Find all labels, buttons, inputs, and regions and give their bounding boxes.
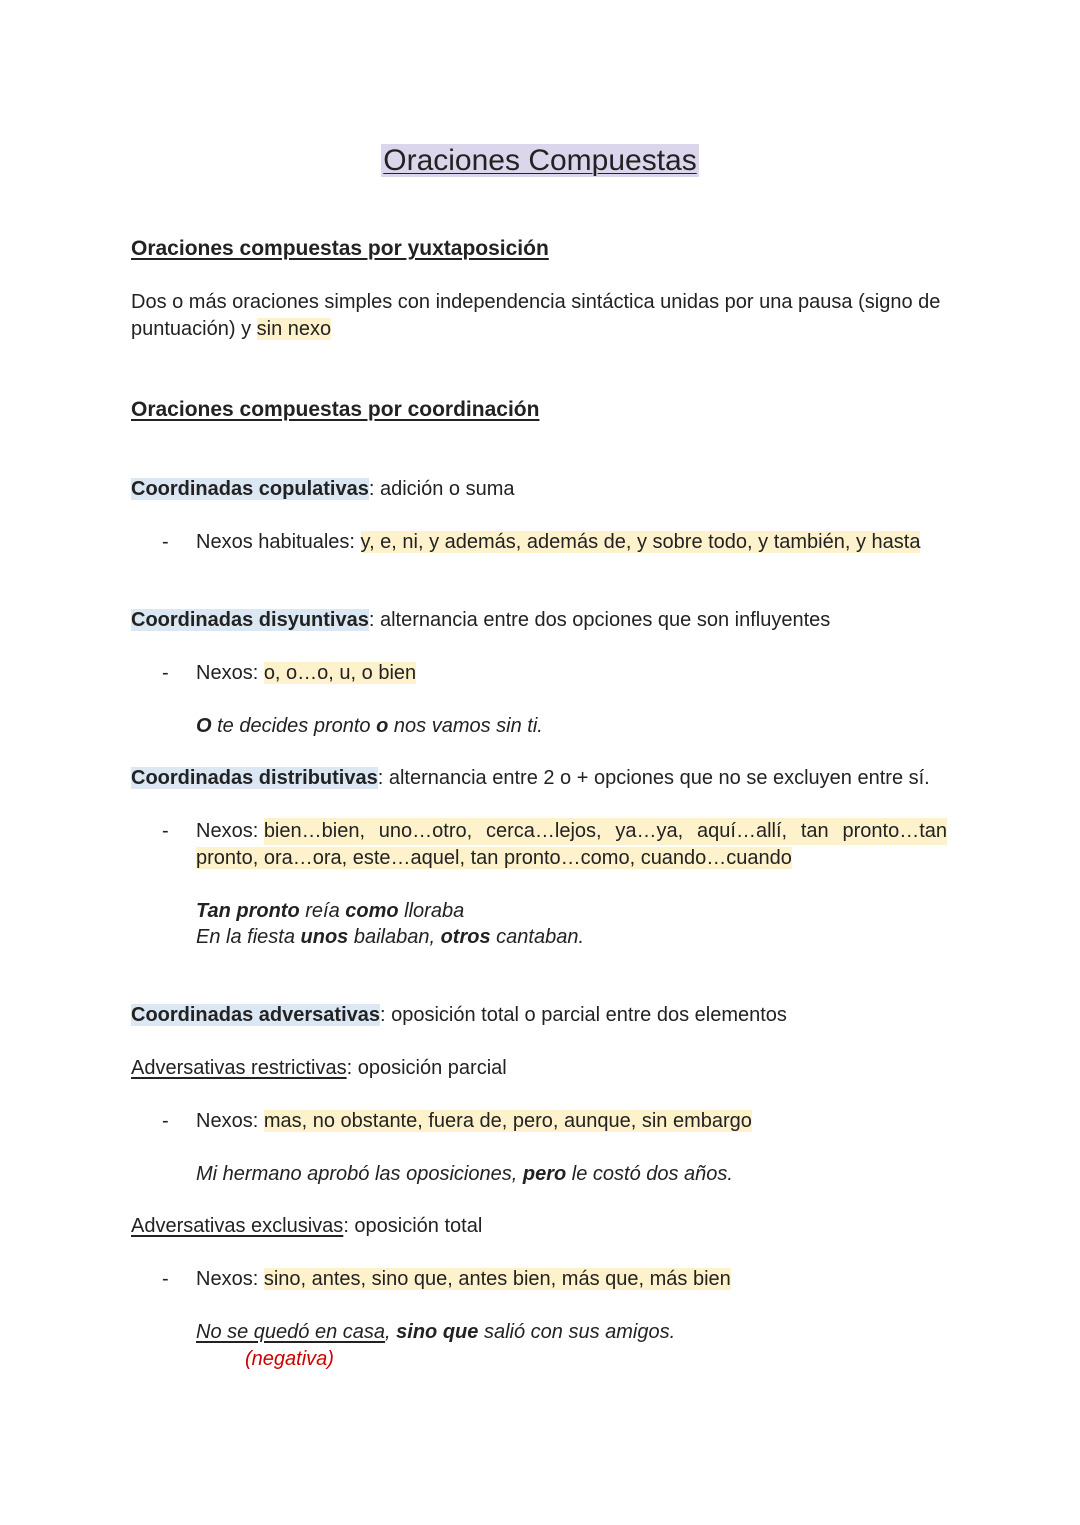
exclusivas-line — [131, 1213, 482, 1240]
distributivas-nexos-list-1: bien…bien, uno…otro, cerca…lejos, ya…ya, aquí…allí, tan pronto…tan — [264, 818, 947, 845]
restrictivas-nexos — [196, 1108, 752, 1135]
disyuntivas-line — [131, 607, 830, 634]
copulativas-line — [131, 476, 514, 503]
restrictivas-nexos-list: mas, no obstante, fuera de, pero, aunque, sin embargo — [263, 1110, 752, 1132]
example-text: te decides pronto — [211, 715, 377, 737]
exclusivas-note: (negativa) — [245, 1348, 334, 1370]
example-text: nos vamos sin ti. — [388, 715, 543, 737]
adversativas-line — [131, 1002, 787, 1029]
restrictivas-term: Adversativas restrictivas — [131, 1057, 347, 1079]
example-nexo: como — [345, 900, 399, 922]
distributivas-definition: : alternancia entre 2 o + opciones que no se excluyen entre sí. — [377, 767, 930, 789]
disyuntivas-dash: - — [162, 662, 169, 684]
example-nexo: O — [196, 715, 212, 737]
section-heading-coordinacion: Oraciones compuestas por coordinación — [131, 398, 540, 421]
copulativas-nexos-list: y, e, ni, y además, además de, y sobre todo, y también, y hasta — [360, 531, 921, 553]
example-text: Mi hermano aprobó las oposiciones, — [196, 1163, 523, 1185]
distributivas-dash: - — [162, 820, 169, 842]
example-text: bailaban, — [348, 926, 441, 948]
example-nexo: Tan pronto — [196, 900, 300, 922]
example-text: En la fiesta — [196, 926, 301, 948]
example-nexo: unos — [300, 926, 349, 948]
yuxtaposicion-line1: Dos o más oraciones simples con independencia sintáctica unidas por una pausa (signo de — [131, 291, 941, 313]
copulativas-term: Coordinadas copulativas — [131, 478, 369, 500]
restrictivas-line — [131, 1055, 507, 1082]
distributivas-nexos-label: Nexos: — [196, 820, 264, 842]
yuxtaposicion-sin-nexo: sin nexo — [256, 318, 332, 340]
exclusivas-definition: : oposición total — [343, 1215, 483, 1237]
example-nexo: o — [376, 715, 389, 737]
example-text: lloraba — [398, 900, 465, 922]
copulativas-definition: : adición o suma — [368, 478, 515, 500]
exclusivas-nexos-list: sino, antes, sino que, antes bien, más que, más bien — [263, 1268, 731, 1290]
example-underlined: No se quedó en casa — [196, 1321, 386, 1343]
example-text: le costó dos años. — [566, 1163, 733, 1185]
example-nexo: pero — [522, 1163, 567, 1185]
distributivas-nexos-list-2: pronto, ora…ora, este…aquel, tan pronto…como, cuando…cuando — [196, 847, 792, 869]
distributivas-term: Coordinadas distributivas — [131, 767, 378, 789]
page-title: Oraciones Compuestas — [383, 144, 697, 177]
adversativas-term: Coordinadas adversativas — [131, 1004, 380, 1026]
example-text: reía — [299, 900, 346, 922]
disyuntivas-term: Coordinadas disyuntivas — [131, 609, 369, 631]
disyuntivas-nexos — [196, 660, 416, 687]
exclusivas-dash: - — [162, 1268, 169, 1290]
distributivas-nexos-line1 — [196, 818, 947, 845]
yuxtaposicion-line2-text: puntuación) y — [131, 318, 257, 340]
restrictivas-example — [196, 1161, 733, 1188]
distributivas-nexos-line2 — [196, 845, 792, 872]
example-nexo: otros — [440, 926, 491, 948]
copulativas-nexos-label: Nexos habituales: — [196, 531, 361, 553]
exclusivas-term: Adversativas exclusivas — [131, 1215, 344, 1237]
restrictivas-definition: : oposición parcial — [346, 1057, 507, 1079]
exclusivas-example — [196, 1319, 675, 1346]
disyuntivas-example — [196, 713, 543, 740]
adversativas-definition: : oposición total o parcial entre dos elementos — [380, 1004, 787, 1026]
restrictivas-dash: - — [162, 1110, 169, 1132]
yuxtaposicion-line2 — [131, 316, 331, 343]
disyuntivas-nexos-list: o, o…o, u, o bien — [263, 662, 417, 684]
copulativas-nexos — [196, 529, 920, 556]
disyuntivas-nexos-label: Nexos: — [196, 662, 264, 684]
copulativas-dash: - — [162, 531, 169, 553]
example-text: , — [385, 1321, 397, 1343]
exclusivas-nexos — [196, 1266, 731, 1293]
distributivas-line — [131, 765, 930, 792]
section-heading-yuxtaposicion: Oraciones compuestas por yuxtaposición — [131, 237, 549, 260]
distributivas-example-1 — [196, 898, 464, 925]
example-nexo: sino que — [396, 1321, 479, 1343]
example-text: salió con sus amigos. — [478, 1321, 676, 1343]
page-title-wrap — [0, 142, 1080, 180]
example-text: cantaban. — [490, 926, 585, 948]
disyuntivas-definition: : alternancia entre dos opciones que son influyentes — [368, 609, 831, 631]
exclusivas-nexos-label: Nexos: — [196, 1268, 264, 1290]
distributivas-example-2 — [196, 924, 584, 951]
restrictivas-nexos-label: Nexos: — [196, 1110, 264, 1132]
